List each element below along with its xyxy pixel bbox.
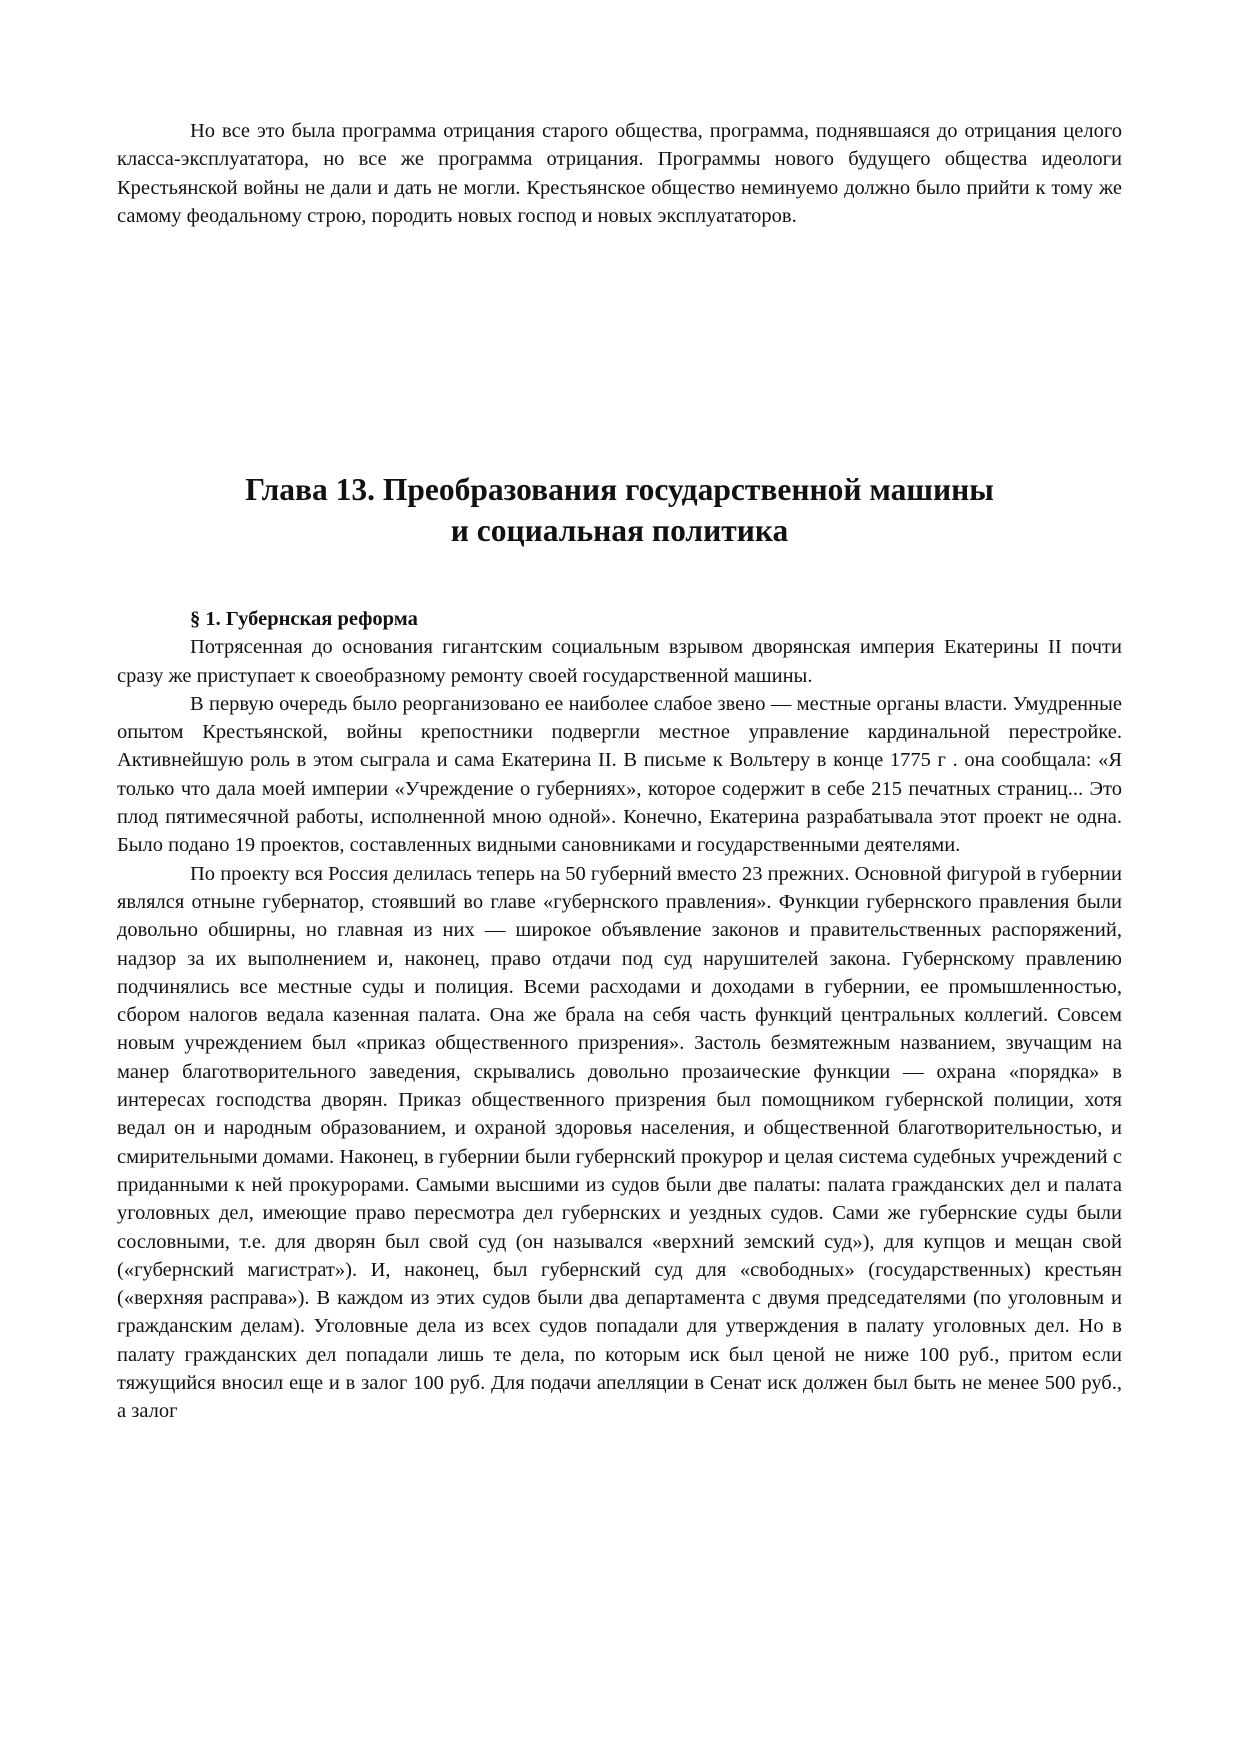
- body-paragraph-2: В первую очередь было реорганизовано ее наиболее слабое звено — местные органы власти. Умудренные опытом Крестьянской, войны крепостники подвергли местное управление кардинальной перестройке. Активнейшую роль в этом сыграла и сама Екатерина II. В письме к Вольтеру в конце 1775 г . она сообщала: «Я только что дала моей империи «Учреждение о губерниях», которое содержит в себе 215 печатных страниц... Это плод пятимесячной работы, исполненной мною одной». Конечно, Екатерина разрабатывала этот проект не одна. Было подано 19 проектов, составленных видными сановниками и государственными деятелями.: [117, 692, 1122, 857]
- intro-paragraph: Но все это была программа отрицания старого общества, программа, поднявшаяся до отрицания целого класса-эксплуататора, но все же программа отрицания. Программы нового будущего общества идеологи Крестьянской войны не дали и дать не могли. Крестьянское общество неминуемо должно было прийти к тому же самому феодальному строю, породить новых господ и новых эксплуататоров.: [117, 120, 1122, 227]
- section-gubernia-reform: [117, 605, 1122, 1426]
- chapter-title-line-2: и социальная политика: [450, 513, 789, 548]
- document-page: [117, 117, 1122, 1423]
- chapter-title: [117, 469, 1122, 551]
- body-paragraph-3: По проекту вся Россия делилась теперь на 50 губерний вместо 23 прежних. Основной фигурой в губернии являлся отныне губернатор, стоявший во главе «губернского правления». Функции губернского правления были довольно обширны, но главная из них — широкое объявление законов и правительственных распоряжений, надзор за их выполнением и, наконец, право отдачи под суд нарушителей закона. Губернскому правлению подчинялись все местные суды и полиция. Всеми расходами и доходами в губернии, ее промышленностью, сбором налогов ведала казенная палата. Она же брала на себя часть функций центральных коллегий. Совсем новым учреждением был «приказ общественного призрения». Застоль безмятежным названием, звучащим на манер благотворительного заведения, скрывались довольно прозаические функции — охрана «порядка» в интересах господства дворян. Приказ общественного призрения был помощником губернской полиции, хотя ведал он и народным образованием, и охраной здоровья населения, и общественной благотворительностью, и смирительными домами. Наконец, в губернии были губернский прокурор и целая система судебных учреждений с приданными к ней прокурорами. Самыми высшими из судов были две палаты: палата гражданских дел и палата уголовных дел, имеющие право пересмотра дел губернских и уездных судов. Сами же губернские суды были сословными, т.е. для дворян был свой суд (он назывался «верхний земский суд»), для купцов и мещан свой («губернский магистрат»). И, наконец, был губернский суд для «свободных» (государственных) крестьян («верхняя расправа»). В каждом из этих судов были два департамента с двумя председателями (по уголовным и гражданским делам). Уголовные дела из всех судов попадали для утверждения в палату уголовных дел. Но в палату гражданских дел попадали лишь те дела, по которым иск был ценой не ниже 100 руб., притом если тяжущийся вносил еще и в залог 100 руб. Для подачи апелляции в Сенат иск должен был быть не менее 500 руб., а залог: [117, 862, 1122, 1423]
- body-paragraph-1: Потрясенная до основания гигантским социальным взрывом дворянская империя Екатерины II почти сразу же приступает к своеобразному ремонту своей государственной машины.: [117, 636, 1122, 687]
- section-heading: § 1. Губернская реформа: [190, 608, 418, 630]
- chapter-title-line-1: Глава 13. Преобразования государственной машины: [245, 472, 994, 507]
